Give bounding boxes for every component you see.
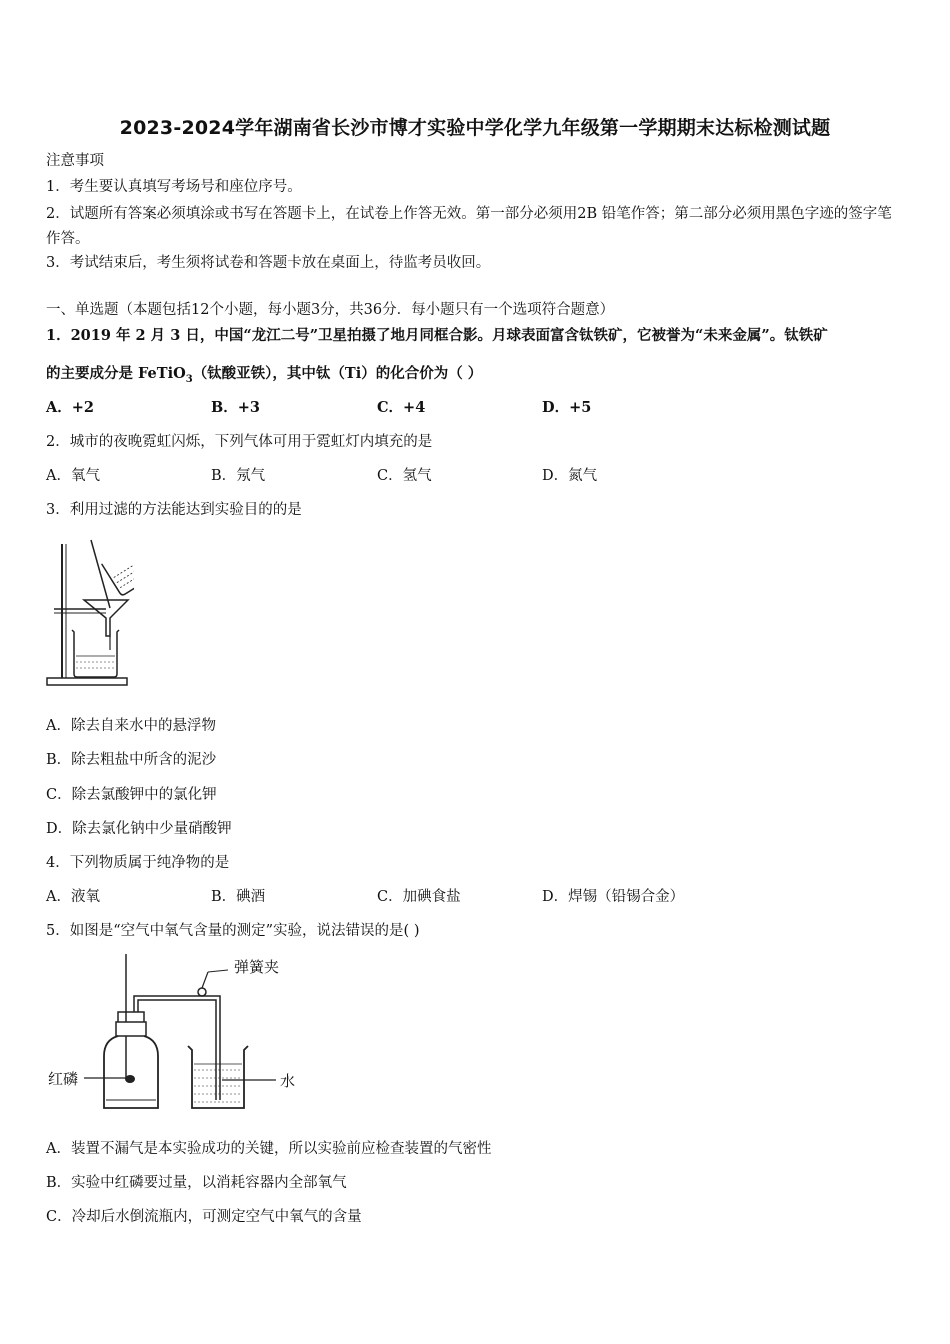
- q1-stem-line1: 1．2019 年 2 月 3 日，中国“龙江二号”卫星拍摄了地月同框合影。月球表面富含钛铁矿，它被誉为“未来金属”。钛铁矿: [46, 327, 828, 344]
- q1-option-b: B．+3: [211, 399, 260, 416]
- filtration-apparatus-figure: [44, 538, 134, 690]
- notice-item-3: 3．考试结束后，考生须将试卷和答题卡放在桌面上，待监考员收回。: [46, 255, 491, 271]
- q4-option-b: B．碘酒: [211, 889, 266, 905]
- notice-item-2: 2．试题所有答案必须填涂或书写在答题卡上，在试卷上作答无效。第一部分必须用2B 铅笔作答；第二部分必须用黑色字迹的签字笔作答。: [46, 206, 892, 247]
- q3-option-a: A．除去自来水中的悬浮物: [46, 718, 216, 734]
- q4-option-a: A．液氧: [46, 889, 100, 905]
- notice-item-1: 1．考生要认真填写考场号和座位序号。: [46, 179, 302, 195]
- q5-option-a: A．装置不漏气是本实验成功的关键，所以实验前应检查装置的气密性: [46, 1141, 492, 1157]
- q1-option-a: A．+2: [46, 399, 94, 416]
- oxygen-measurement-figure: [44, 950, 304, 1115]
- clamp-label: 弹簧夹: [234, 958, 280, 976]
- q1-stem-line2: 的主要成分是 FeTiO$_3$（钛酸亚铁），其中钛（Ti）的化合价为（ ）: [46, 365, 483, 385]
- page-title: 2023-2024学年湖南省长沙市博才实验中学化学九年级第一学期期末达标检测试题: [119, 117, 831, 139]
- q2-option-a: A．氧气: [46, 468, 100, 484]
- q2-option-b: B．氖气: [211, 468, 266, 484]
- q2-option-d: D．氮气: [542, 468, 598, 484]
- notice-heading: 注意事项: [46, 153, 104, 169]
- q4-option-d: D．焊锡（铅锡合金）: [542, 889, 685, 905]
- q4-option-c: C．加碘食盐: [377, 889, 461, 905]
- phosphorus-label: 红磷: [48, 1070, 79, 1088]
- q3-option-b: B．除去粗盐中所含的泥沙: [46, 752, 217, 768]
- water-label: 水: [280, 1072, 296, 1090]
- q4-stem: 4．下列物质属于纯净物的是: [46, 855, 230, 871]
- q2-option-c: C．氢气: [377, 468, 432, 484]
- q1-option-c: C．+4: [377, 399, 426, 416]
- q5-stem: 5．如图是“空气中氧气含量的测定”实验，说法错误的是( ): [46, 923, 420, 939]
- q5-option-c: C．冷却后水倒流瓶内，可测定空气中氧气的含量: [46, 1209, 362, 1225]
- q5-option-b: B．实验中红磷要过量，以消耗容器内全部氧气: [46, 1175, 347, 1191]
- q3-option-d: D．除去氯化钠中少量硝酸钾: [46, 821, 232, 837]
- q2-stem: 2．城市的夜晚霓虹闪烁，下列气体可用于霓虹灯内填充的是: [46, 434, 433, 450]
- q1-option-d: D．+5: [542, 399, 592, 416]
- q3-stem: 3．利用过滤的方法能达到实验目的的是: [46, 502, 302, 518]
- q3-option-c: C．除去氯酸钾中的氯化钾: [46, 787, 217, 803]
- section-heading: 一、单选题（本题包括12个小题，每小题3分，共36分．每小题只有一个选项符合题意）: [46, 302, 615, 318]
